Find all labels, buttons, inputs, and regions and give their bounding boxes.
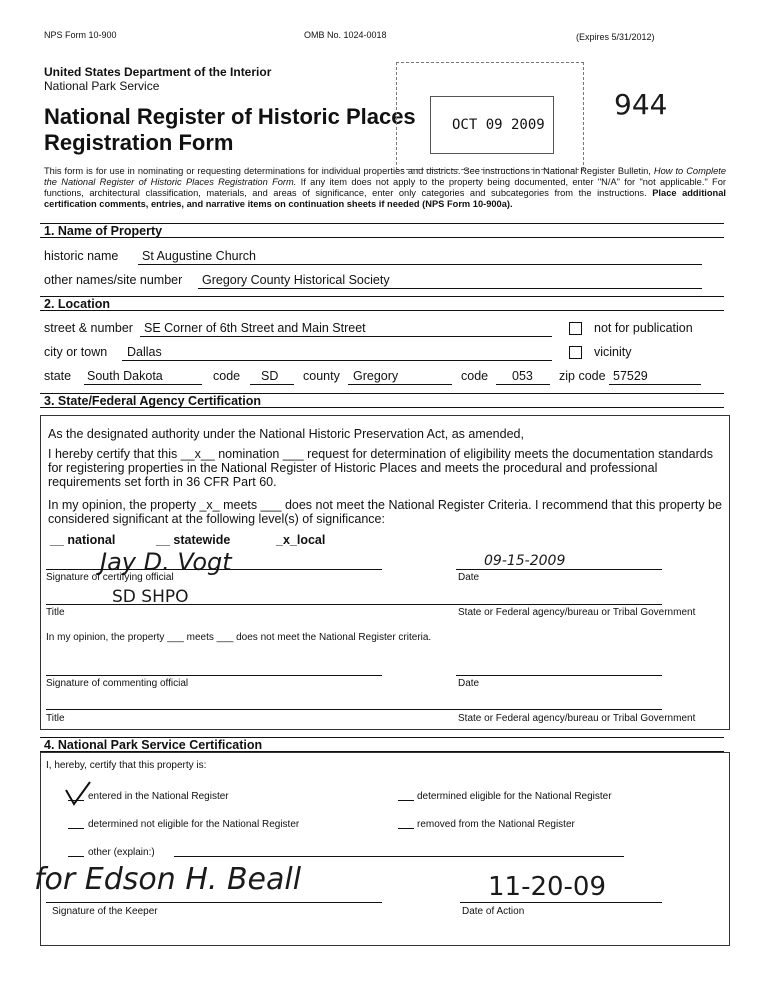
date2-line — [456, 675, 662, 676]
street-line — [140, 336, 552, 337]
cert-date-value: 09-15-2009 — [484, 553, 566, 569]
removed-label: removed from the National Register — [417, 819, 575, 830]
title2-label: Title — [46, 713, 65, 724]
entered-blank[interactable] — [68, 800, 84, 801]
instructions-p1: This form is for use in nominating or requesting determinations for individual properties and districts. See instructions in National Register Bulletin, — [44, 166, 651, 176]
agency2-label: State or Federal agency/bureau or Tribal Government — [458, 713, 696, 724]
opinion2-text: In my opinion, the property ___ meets ___ does not meet the National Register criteria. — [46, 632, 432, 643]
date2-label: Date — [458, 678, 480, 689]
level-statewide: __ statewide — [156, 533, 231, 547]
street-value: SE Corner of 6th Street and Main Street — [144, 321, 366, 335]
action-date-value: 11-20-09 — [488, 872, 607, 902]
certify-text: I hereby certify that this __x__ nomination ___ request for determination of eligibility meets the documentation standards for registering properties in the National Register of Historic Places and meets the procedural and professional requirements set forth in 36 CFR Part 60. — [48, 447, 713, 489]
other-names-label: other names/site number — [44, 273, 183, 287]
other-line[interactable] — [174, 856, 624, 857]
instructions-p1-title: How to Complete the National Register of Historic Places Registration Form. — [44, 166, 726, 187]
zip-label: zip code — [559, 369, 606, 383]
code-line — [250, 384, 294, 385]
county-value: Gregory — [353, 369, 399, 383]
street-label: street & number — [44, 321, 133, 335]
county-line — [348, 384, 452, 385]
historic-name-value: St Augustine Church — [142, 249, 256, 263]
instructions-p3: Place additional certification comments, entries, and narrative items on continuation sheets if needed (NPS Form 10-900a). — [44, 188, 726, 209]
zip-line — [609, 384, 701, 385]
city-label: city or town — [44, 345, 108, 359]
removed-blank[interactable] — [398, 828, 414, 829]
department: United States Department of the Interior — [44, 65, 272, 79]
city-line — [122, 360, 552, 361]
other-names-value: Gregory County Historical Society — [202, 273, 390, 287]
cert-title-line — [46, 604, 662, 605]
vicinity-checkbox[interactable] — [569, 346, 582, 359]
state-value: South Dakota — [87, 369, 163, 383]
historic-name-line — [138, 264, 702, 265]
code-label: code — [213, 369, 241, 383]
form-number: NPS Form 10-900 — [44, 30, 117, 40]
city-value: Dallas — [127, 345, 162, 359]
form-title-line1: National Register of Historic Places — [44, 104, 416, 129]
keeper-line — [46, 902, 382, 903]
commenting-label: Signature of commenting official — [46, 678, 189, 689]
code-value: SD — [261, 369, 279, 383]
not-for-publication-label: not for publication — [594, 321, 693, 335]
commenting-line — [46, 675, 382, 676]
cert-date-label: Date — [458, 572, 480, 583]
eligible-label: determined eligible for the National Register — [417, 791, 612, 802]
section1-heading: 1. Name of Property — [40, 223, 724, 238]
expiration: (Expires 5/31/2012) — [576, 32, 655, 42]
vicinity-label: vicinity — [594, 345, 632, 359]
code2-line — [496, 384, 550, 385]
level-national: __ national — [50, 533, 116, 547]
not-for-publication-checkbox[interactable] — [569, 322, 582, 335]
zip-value: 57529 — [613, 369, 648, 383]
code2-value: 053 — [512, 369, 533, 383]
stamp-number: 944 — [614, 88, 668, 121]
other-blank[interactable] — [68, 856, 84, 857]
county-label: county — [303, 369, 340, 383]
cert-title-label: Title — [46, 607, 65, 618]
other-label: other (explain:) — [88, 847, 155, 858]
sig-official-label: Signature of certifying official — [46, 572, 174, 583]
service: National Park Service — [44, 79, 160, 93]
not-eligible-label: determined not eligible for the National Register — [88, 819, 300, 830]
keeper-label: Signature of the Keeper — [52, 906, 158, 917]
title2-line — [46, 709, 662, 710]
other-names-line — [198, 288, 702, 289]
instructions-p2: If any item does not apply to the property being documented, enter "N/A" for "not applicable." For functions, architectural classification, materials, and areas of significance, enter only categories and subcategories from the instructions. — [44, 177, 726, 198]
state-line — [84, 384, 202, 385]
section2-heading: 2. Location — [40, 296, 724, 311]
cert-date-line — [456, 569, 662, 570]
cert-title-value: SD SHPO — [112, 587, 189, 607]
not-eligible-blank[interactable] — [68, 828, 84, 829]
sig-official-line — [46, 569, 382, 570]
section4-heading: 4. National Park Service Certification — [40, 737, 724, 752]
section4-intro: I, hereby, certify that this property is: — [46, 760, 207, 771]
opinion-text: In my opinion, the property _x_ meets ___ does not meet the National Register Criteria. I recommend that this property be considered significant at the following level(s) of significance: — [48, 498, 722, 526]
historic-name-label: historic name — [44, 249, 119, 263]
instructions — [44, 166, 726, 210]
state-label: state — [44, 369, 72, 383]
cert-agency-label: State or Federal agency/bureau or Tribal Government — [458, 607, 696, 618]
omb-number: OMB No. 1024-0018 — [304, 30, 387, 40]
entered-label: entered in the National Register — [88, 791, 229, 802]
eligible-blank[interactable] — [398, 800, 414, 801]
action-date-label: Date of Action — [462, 906, 525, 917]
code2-label: code — [461, 369, 489, 383]
certifying-signature: Jay D. Vogt — [100, 548, 232, 576]
action-date-line — [460, 902, 662, 903]
authority-text: As the designated authority under the National Historic Preservation Act, as amended, — [48, 427, 524, 441]
level-local: _x_local — [276, 533, 326, 547]
form-title-line2: Registration Form — [44, 130, 234, 155]
section3-heading: 3. State/Federal Agency Certification — [40, 393, 724, 408]
keeper-signature: for Edson H. Beall — [34, 862, 302, 897]
stamp-date: OCT 09 2009 — [452, 117, 545, 133]
